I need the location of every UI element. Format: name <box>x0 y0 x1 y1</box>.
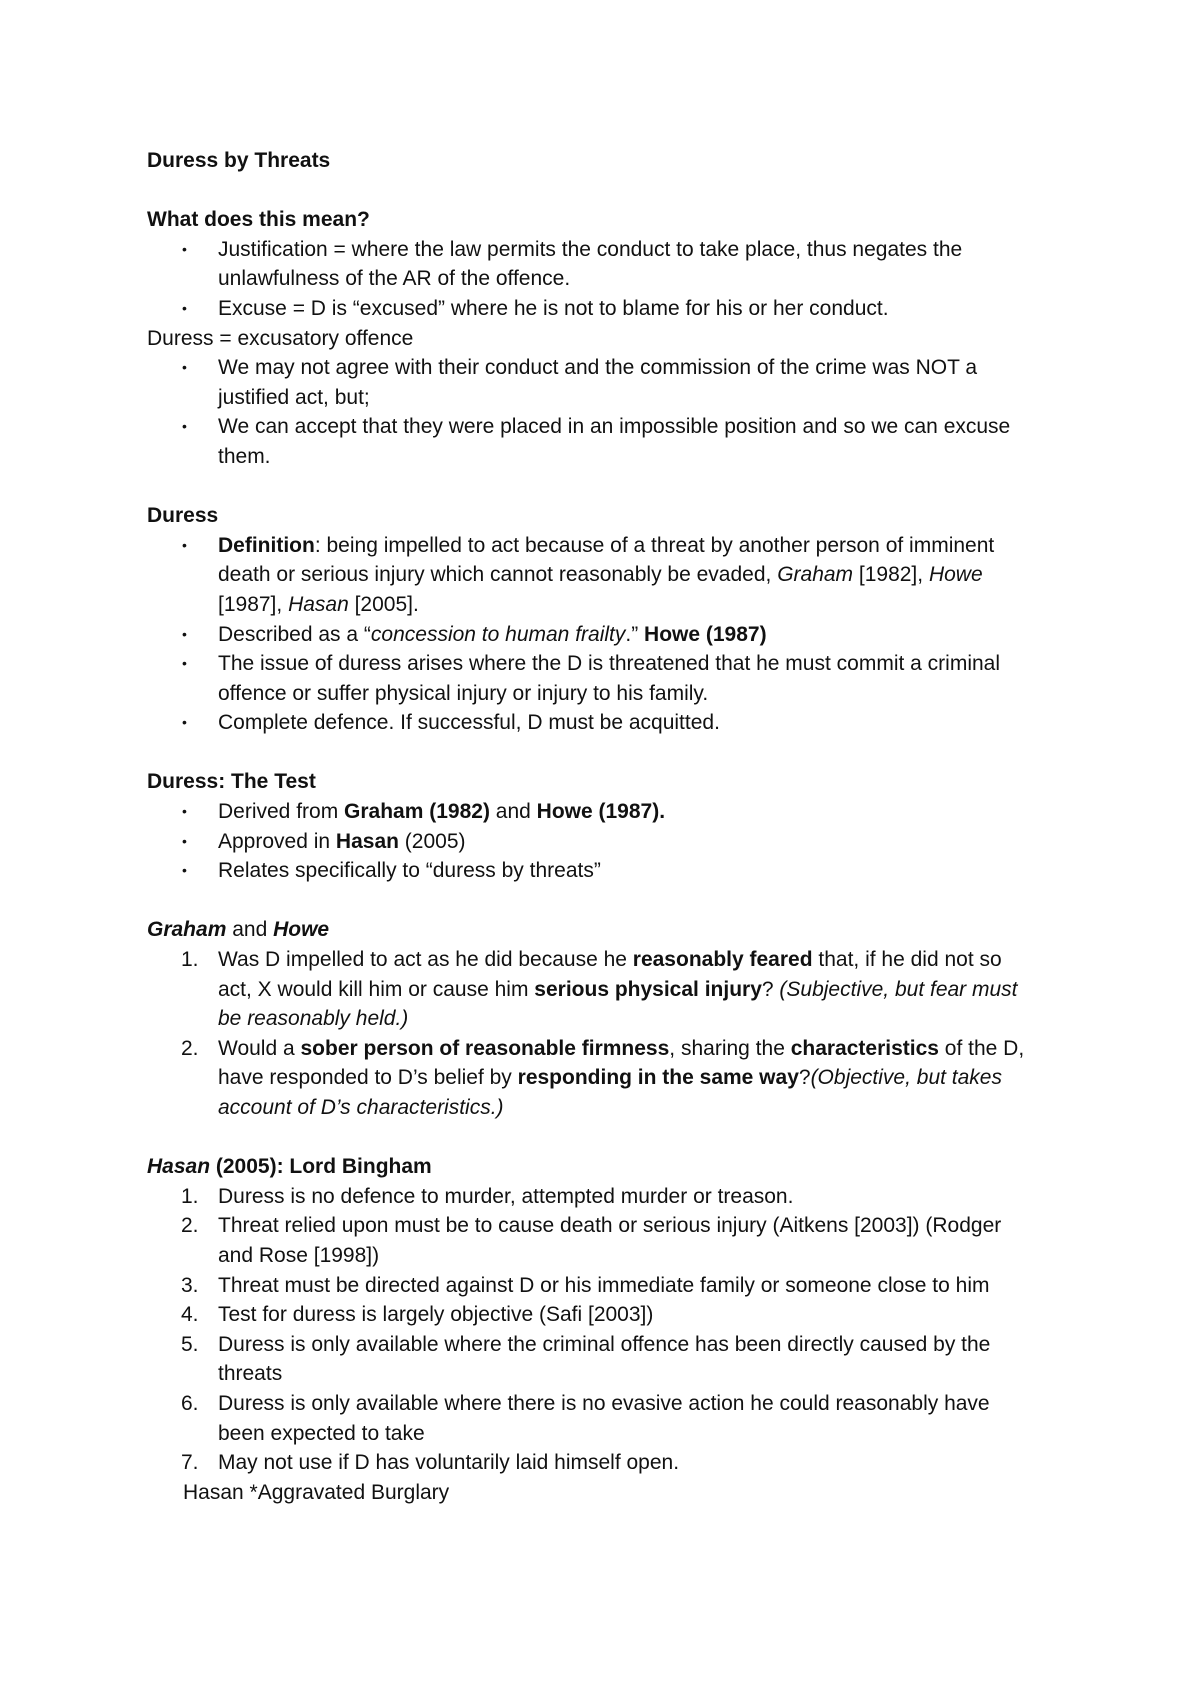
spacer <box>147 176 1077 206</box>
text-run: death or serious injury which cannot reasonably be evaded, <box>218 563 778 587</box>
text-run: that, if he did not so <box>812 948 1002 972</box>
text-run: Described as a “ <box>218 622 371 646</box>
bullet-icon: • <box>182 299 187 316</box>
text-run: of the D, <box>938 1036 1025 1060</box>
emphasis: reasonably feared <box>632 948 813 972</box>
definition-label: Definition <box>218 533 315 557</box>
case-name: Howe <box>928 563 983 587</box>
item-line: unlawfulness of the AR of the offence. <box>218 267 571 291</box>
note: (Subjective, but fear must <box>779 977 1018 1001</box>
numbered-item <box>147 1211 1077 1270</box>
page-title: Duress by Threats <box>147 149 331 172</box>
list-item <box>147 827 1077 857</box>
heading-the-test: Duress: The Test <box>147 770 316 794</box>
text-run: ? <box>761 977 780 1001</box>
case-name: Graham <box>147 918 227 942</box>
text-run: , sharing the <box>669 1036 791 1060</box>
list-item <box>147 294 1077 324</box>
text-run: (2005) <box>398 829 466 853</box>
spacer <box>147 886 1077 916</box>
text-run: Approved in <box>218 829 336 853</box>
item-line: We may not agree with their conduct and the commission of the crime was NOT a <box>218 356 978 380</box>
numbered-item <box>147 1448 1077 1478</box>
text-run: act, X would kill him or cause him <box>218 977 535 1001</box>
item-line <box>218 620 1077 650</box>
item-line: Justification = where the law permits the conduct to take place, thus negates the <box>218 237 963 261</box>
case-name: Howe (1987). <box>536 800 666 824</box>
heading-graham-and-howe <box>147 915 1077 945</box>
list-item <box>147 353 1077 412</box>
text-run: [1987], <box>218 592 289 616</box>
item-line <box>218 827 1077 857</box>
item-line <box>218 945 1077 975</box>
list-item <box>147 856 1077 886</box>
note: account of D’s characteristics.) <box>218 1096 504 1119</box>
item-line: Relates specifically to “duress by threats” <box>218 859 601 883</box>
item-line: them. <box>218 444 271 468</box>
list-item <box>147 797 1077 827</box>
bullet-icon: • <box>182 536 187 553</box>
item-number: 2. <box>181 1036 199 1060</box>
numbered-item <box>147 945 1077 1034</box>
emphasis: serious physical injury <box>534 977 762 1001</box>
case-name: Hasan <box>335 829 399 853</box>
case-name: Howe (1987) <box>644 622 767 646</box>
item-line: Duress is only available where the criminal offence has been directly caused by the <box>218 1332 991 1356</box>
item-line: been expected to take <box>218 1421 425 1445</box>
item-number: 7. <box>181 1451 199 1475</box>
text-run: [2005]. <box>348 592 419 616</box>
text-run: have responded to D’s belief by <box>218 1066 518 1090</box>
bullet-icon: • <box>182 714 187 731</box>
note: (Objective, but takes <box>810 1066 1002 1090</box>
item-line <box>218 590 1077 620</box>
text-run: Was D impelled to act as he did because he <box>218 948 633 972</box>
item-line <box>218 560 1077 590</box>
item-number: 1. <box>181 948 199 972</box>
text-run: (2005): Lord Bingham <box>210 1155 432 1179</box>
emphasis: characteristics <box>790 1036 939 1060</box>
item-line: We can accept that they were placed in an impossible position and so we can excuse <box>218 415 1011 439</box>
item-number: 6. <box>181 1391 199 1415</box>
item-line <box>218 1004 1077 1034</box>
item-line: and Rose [1998]) <box>218 1243 380 1267</box>
quote: concession to human frailty <box>370 622 626 646</box>
numbered-item <box>147 1389 1077 1448</box>
bullet-icon: • <box>182 655 187 672</box>
list-item <box>147 235 1077 294</box>
bullet-icon: • <box>182 832 187 849</box>
item-line <box>218 531 1077 561</box>
text-run: ? <box>798 1066 811 1090</box>
spacer <box>147 472 1077 502</box>
bullet-icon: • <box>182 625 187 642</box>
text-run: Would a <box>218 1036 301 1060</box>
spacer <box>147 738 1077 768</box>
numbered-item <box>147 1271 1077 1301</box>
item-number: 4. <box>181 1303 199 1327</box>
list-item <box>147 620 1077 650</box>
item-line <box>218 797 1077 827</box>
note: be reasonably held.) <box>218 1007 409 1031</box>
item-line: Excuse = D is “excused” where he is not to blame for his or her conduct. <box>218 296 889 320</box>
item-line: May not use if D has voluntarily laid himself open. <box>218 1451 680 1475</box>
item-number: 1. <box>181 1184 199 1208</box>
emphasis: sober person of reasonable firmness <box>300 1036 670 1060</box>
case-name: Hasan <box>147 1155 211 1179</box>
item-line: threats <box>218 1362 283 1386</box>
item-line <box>218 1093 1077 1123</box>
heading-duress: Duress <box>147 504 219 528</box>
list-item <box>147 708 1077 738</box>
item-line: Threat must be directed against D or his immediate family or someone close to him <box>218 1273 990 1297</box>
text-run: Derived from <box>218 800 345 824</box>
item-line: Duress is no defence to murder, attempted murder or treason. <box>218 1184 794 1208</box>
definition-text: : being impelled to act because of a threat by another person of imminent <box>314 533 995 557</box>
case-name: Howe <box>273 918 330 942</box>
item-line: The issue of duress arises where the D is threatened that he must commit a criminal <box>218 652 1001 676</box>
item-line: Threat relied upon must be to cause death or serious injury (Aitkens [2003]) (Rodger <box>218 1214 1002 1238</box>
list-item <box>147 531 1077 620</box>
numbered-item <box>147 1034 1077 1123</box>
bullet-icon: • <box>182 418 187 435</box>
numbered-item <box>147 1330 1077 1389</box>
heading-what-does-this-mean: What does this mean? <box>147 208 370 232</box>
text-run: and <box>226 918 274 942</box>
text-run: .” <box>625 622 645 646</box>
case-name: Hasan <box>288 592 349 616</box>
item-line: Complete defence. If successful, D must be acquitted. <box>218 711 720 735</box>
document-page <box>147 146 1077 1507</box>
item-line: offence or suffer physical injury or injury to his family. <box>218 681 709 705</box>
subheading-duress-excusatory: Duress = excusatory offence <box>147 326 414 350</box>
item-line <box>218 975 1077 1005</box>
numbered-item <box>147 1182 1077 1212</box>
item-number: 3. <box>181 1273 199 1297</box>
text-run: and <box>489 800 537 824</box>
item-line: Test for duress is largely objective (Safi [2003]) <box>218 1303 654 1327</box>
list-item <box>147 412 1077 471</box>
bullet-icon: • <box>182 359 187 376</box>
bullet-icon: • <box>182 862 187 879</box>
emphasis: responding in the same way <box>517 1066 799 1090</box>
footnote-hasan: Hasan *Aggravated Burglary <box>183 1480 450 1504</box>
case-name: Graham <box>777 563 854 587</box>
item-number: 2. <box>181 1214 199 1238</box>
bullet-icon: • <box>182 803 187 820</box>
item-number: 5. <box>181 1332 199 1356</box>
item-line: justified act, but; <box>218 385 370 409</box>
case-name: Graham (1982) <box>344 800 490 824</box>
text-run: [1982], <box>853 563 929 587</box>
spacer <box>147 1123 1077 1153</box>
item-line <box>218 1034 1077 1064</box>
heading-hasan <box>147 1152 1077 1182</box>
bullet-icon: • <box>182 240 187 257</box>
item-line <box>218 1063 1077 1093</box>
list-item <box>147 649 1077 708</box>
numbered-item <box>147 1300 1077 1330</box>
item-line: Duress is only available where there is no evasive action he could reasonably have <box>218 1391 990 1415</box>
